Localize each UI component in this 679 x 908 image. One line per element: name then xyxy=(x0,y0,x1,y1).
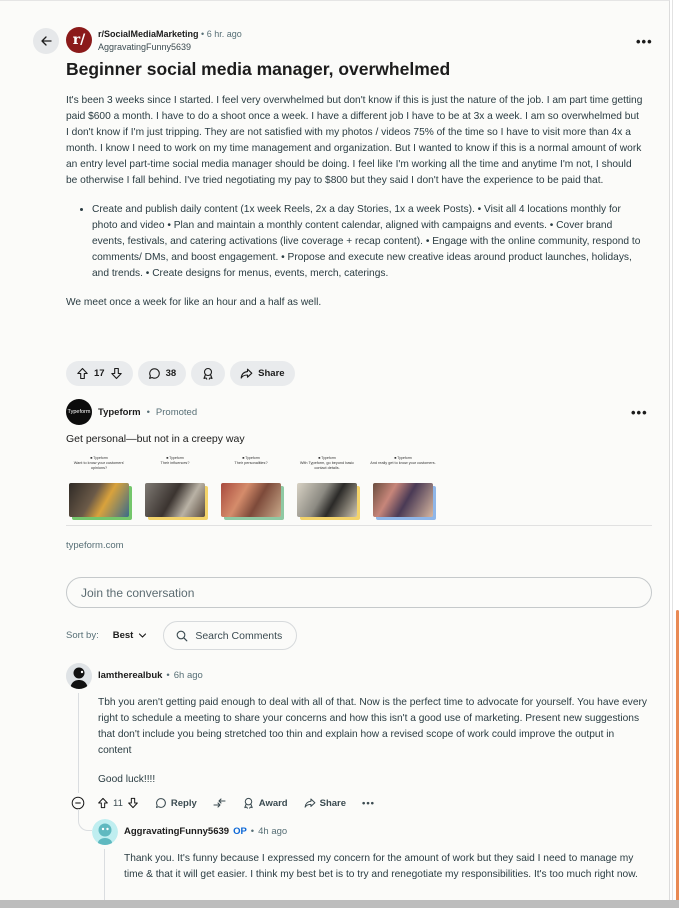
post-list xyxy=(92,202,644,282)
ad-tagline[interactable]: Get personal—but not in a creepy way xyxy=(66,433,245,445)
subreddit-avatar[interactable]: r/ xyxy=(66,27,92,53)
crosspost-icon xyxy=(213,797,226,809)
ad-card[interactable] xyxy=(294,456,360,522)
avatar[interactable] xyxy=(66,663,92,689)
subreddit-link[interactable]: r/SocialMediaMarketing xyxy=(98,29,199,39)
avatar-image xyxy=(92,819,118,845)
meta-separator: • xyxy=(166,670,170,681)
chevron-down-icon[interactable] xyxy=(138,631,147,640)
arrow-left-icon xyxy=(40,35,52,47)
comment-time: 6h ago xyxy=(173,670,203,681)
ad-separator: • xyxy=(146,406,150,418)
comment-vote xyxy=(97,797,139,809)
back-button[interactable] xyxy=(33,28,59,54)
post-actions xyxy=(66,361,295,386)
award-button[interactable] xyxy=(191,361,225,386)
ad-card-text: Their personalities? xyxy=(234,461,268,465)
ad-header xyxy=(66,399,197,425)
reply-label: Reply xyxy=(170,797,197,809)
ad-card-image xyxy=(221,483,281,517)
ad-card-image xyxy=(297,483,357,517)
collapse-icon[interactable] xyxy=(71,796,85,810)
sort-label: Sort by: xyxy=(66,630,99,641)
award-label: Award xyxy=(258,797,288,809)
post-time: 6 hr. ago xyxy=(206,29,242,39)
award-icon xyxy=(201,367,215,380)
ad-domain[interactable]: typeform.com xyxy=(66,540,124,551)
thread-line[interactable] xyxy=(104,849,105,900)
search-icon xyxy=(176,630,188,642)
bottom-bar xyxy=(0,900,679,908)
ad-card[interactable] xyxy=(218,456,284,522)
ad-card-image xyxy=(69,483,129,517)
share-label: Share xyxy=(319,797,347,809)
comment-actions xyxy=(71,796,391,810)
comment-time: 4h ago xyxy=(258,826,288,837)
avatar-image xyxy=(66,663,92,689)
op-badge: OP xyxy=(233,826,247,837)
vote-count: 17 xyxy=(94,368,105,379)
comment-body xyxy=(124,851,648,896)
ad-card-image xyxy=(373,483,433,517)
post-paragraph: It's been 3 weeks since I started. I feel very overwhelmed but don't know if this is just the nature of the job. I am part time getting paid $600 a month. I have to do a shoot once a week. I have a different job I have to be at 3x a week. I am so overwhelmed but I don't know if I'm just tripping. They are not satisfied with my photos / videos 75% of the time so I have to visit more than 4x a month. I know I need to work on my time management and organization. But I wanted to know if this is a normal amount of work an entry level part-time social media manager should be doing. I feel like I'm working all the time and anytime I'm not, I should be otherwise I fall behind. I've tried negotiating my pay to $800 but they said I don't have the experience to be paid that. xyxy=(66,95,643,186)
comment-author[interactable]: AggravatingFunny5639 xyxy=(124,826,230,837)
comment-more-button[interactable]: ••• xyxy=(362,797,376,809)
ad-card-text: And really get to know your customers. xyxy=(370,461,436,465)
avatar[interactable] xyxy=(92,819,118,845)
comment-vote-count: 11 xyxy=(113,797,123,809)
ad-card-brand: ■ Typeform xyxy=(318,456,336,460)
search-comments-button[interactable] xyxy=(163,621,297,650)
comment-icon xyxy=(148,367,161,380)
comment-paragraph: Tbh you aren't getting paid enough to deal with all of that. Now is the perfect time to advocate for yourself. You have every right to schedule a meeting to share your concerns and how this isn't a good use of marketing. Present new suggestions that don't include you being stretched too thin and explain how a revised scope of work could improve the output in content xyxy=(98,697,648,756)
comment-header xyxy=(98,670,203,681)
share-icon xyxy=(304,797,316,809)
thread-line[interactable] xyxy=(78,693,79,793)
ad-card-image xyxy=(145,483,205,517)
search-comments-label: Search Comments xyxy=(195,629,283,642)
post-body xyxy=(66,93,644,324)
comments-button[interactable] xyxy=(138,361,187,386)
post-list-item: • Create and publish daily content (1x week Reels, 2x a day Stories, 1x a week Posts). • Visit all 4 locations monthly for photo and video • Plan and maintain a monthly content calendar, aligned with campaigns and events. • Cover brand events, festivals, and catering activations (live coverage + recap content). • Engage with the online community, respond to comments/ DMs, and boost engagement. • Propose and execute new creative ideas around product launches, holidays, and trends. • Create designs for menus, events, merch, caterings. xyxy=(92,202,644,282)
reply-button[interactable] xyxy=(155,797,197,809)
award-button[interactable] xyxy=(242,797,288,809)
post-paragraph: We meet once a week for like an hour and a half as well. xyxy=(66,297,322,308)
post-author[interactable]: AggravatingFunny5639 xyxy=(98,42,192,52)
ad-card-text: Their influences? xyxy=(160,461,190,465)
ad-card-text: Want to know your customers' opinions? xyxy=(73,461,125,470)
reply-connector xyxy=(78,809,92,831)
comment-paragraph: Good luck!!!! xyxy=(98,774,156,785)
downvote-icon[interactable] xyxy=(127,797,139,809)
meta-separator: • xyxy=(250,826,255,837)
ad-card-brand: ■ Typeform xyxy=(166,456,184,460)
comment-header xyxy=(124,826,287,837)
comment-toolbar xyxy=(66,621,297,650)
ad-card-text: With Typeform, go beyond basic contact details. xyxy=(299,461,355,470)
share-button[interactable] xyxy=(304,797,346,809)
vote-pill xyxy=(66,361,133,386)
gutter-divider xyxy=(672,0,673,908)
comment-count: 38 xyxy=(165,368,177,379)
share-icon xyxy=(240,367,253,380)
share-button[interactable] xyxy=(230,361,294,386)
ad-card[interactable] xyxy=(370,456,436,522)
promoted-label: Promoted xyxy=(155,406,198,418)
ad-brand[interactable]: Typeform xyxy=(98,406,141,418)
comment-author[interactable]: Iamtherealbuk xyxy=(98,670,163,681)
upvote-icon[interactable] xyxy=(76,367,89,380)
comment-body xyxy=(98,695,648,801)
post-meta xyxy=(98,28,242,53)
post-more-button[interactable]: ••• xyxy=(636,34,653,49)
upvote-icon[interactable] xyxy=(97,797,109,809)
meta-separator: • xyxy=(201,29,207,39)
comment-paragraph: Thank you. It's funny because I expressed my concern for the amount of work but they said I need to manage my time & that it will get easier. I think my best bet is to try and renegotiate my responsibilities. It's too much right now. xyxy=(124,853,638,880)
comment-icon xyxy=(155,797,167,809)
ad-logo[interactable]: Typeform xyxy=(66,399,92,425)
ad-card-brand: ■ Typeform xyxy=(394,456,412,460)
share-label: Share xyxy=(258,368,285,379)
ad-gallery xyxy=(66,456,652,526)
ad-card-brand: ■ Typeform xyxy=(242,456,260,460)
award-icon xyxy=(242,797,255,809)
crosspost-button[interactable] xyxy=(213,797,226,809)
downvote-icon[interactable] xyxy=(110,367,123,380)
post-title: Beginner social media manager, overwhelmed xyxy=(66,59,451,79)
ad-card-brand: ■ Typeform xyxy=(90,456,108,460)
ad-more-button[interactable]: ••• xyxy=(631,405,648,420)
sort-dropdown[interactable]: Best xyxy=(112,630,134,641)
ad-card[interactable] xyxy=(142,456,208,522)
ad-card[interactable] xyxy=(66,456,132,522)
join-conversation-input[interactable]: Join the conversation xyxy=(66,577,652,608)
